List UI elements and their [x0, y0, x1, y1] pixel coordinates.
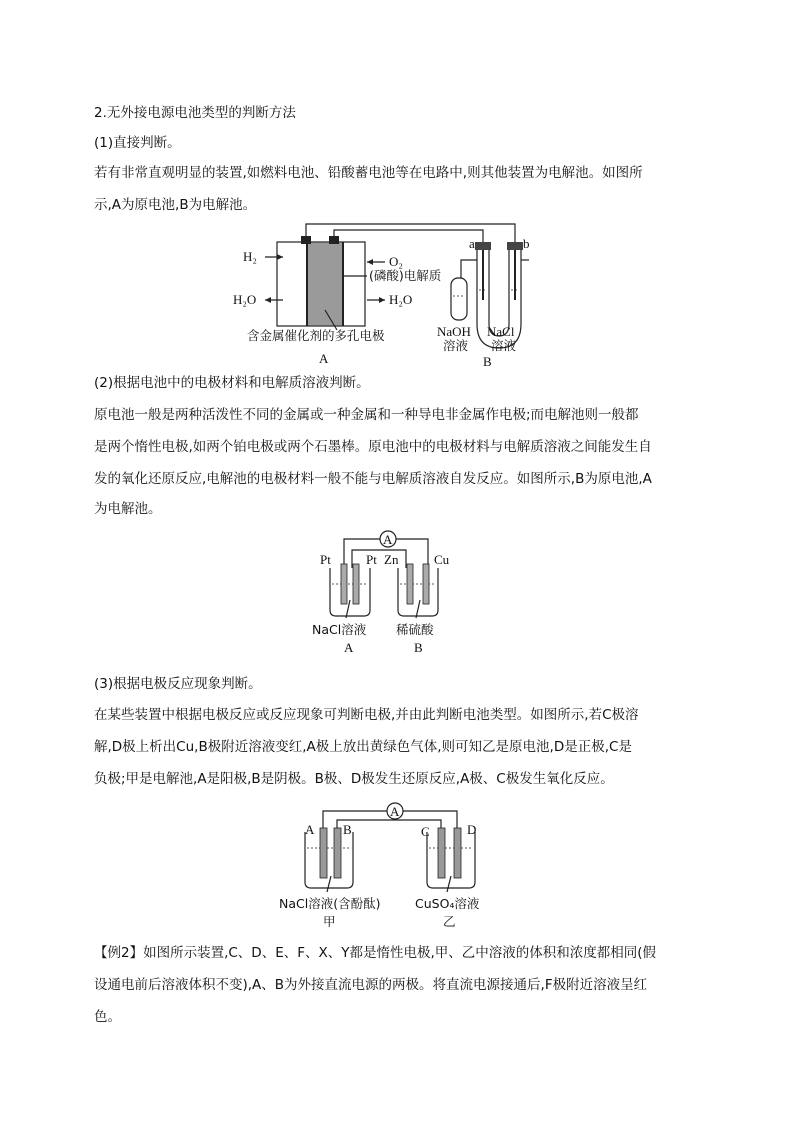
electrolyte-block [307, 242, 343, 326]
electrolyte-label: (磷酸)电解质 [369, 268, 442, 283]
part3-heading: (3)根据电极反应现象判断。 [94, 676, 262, 692]
electrode-B-label: B [343, 822, 352, 837]
zn-label: Zn [384, 552, 399, 567]
part3-text-line: 在某些装置中根据电极反应或反应现象可判断电极,并由此判断电池类型。如图所示,若C极溶 [94, 707, 639, 723]
electrode-label: 含金属催化剂的多孔电极 [247, 328, 385, 343]
h2-label: H₂ [243, 249, 257, 264]
terminal-right [329, 236, 339, 244]
example-text-line: 【例2】如图所示装置,C、D、E、F、X、Y都是惰性电极,甲、乙中溶液的体积和浓度都相同(假 [94, 945, 657, 961]
beaker-jia [305, 832, 353, 888]
electrode-D [454, 828, 461, 878]
electrode-A-label: A [305, 822, 315, 837]
part1-heading: (1)直接判断。 [94, 135, 181, 151]
ammeter-label: A [390, 804, 400, 819]
part2-text-line: 原电池一般是两种活泼性不同的金属或一种金属和一种导电非金属作电极;而电解池则一般都 [94, 407, 639, 423]
part1-text-line: 示,A为原电池,B为电解池。 [94, 197, 257, 213]
label-a: a [469, 236, 475, 251]
electrode-pt2 [353, 564, 359, 604]
naoh-test-tube [451, 278, 467, 320]
pt1-label: Pt [320, 552, 331, 567]
nacl-solution-label: NaCl溶液 [312, 622, 367, 637]
beaker-a [330, 568, 370, 616]
o2-label: O₂ [389, 254, 403, 269]
part2-text-line: 发的氧化还原反应,电解池的电极材料一般不能与电解质溶液自发反应。如图所示,B为原电池,A [94, 471, 652, 487]
ammeter-label: A [383, 532, 393, 547]
yi-name: 乙 [443, 914, 456, 929]
cu-label: Cu [434, 552, 450, 567]
fig1-label-B: B [483, 354, 492, 369]
h2o-left-label: H₂O [233, 292, 257, 307]
wire-inner [334, 230, 483, 242]
fig2-label-B: B [414, 640, 423, 655]
electrode-cu [423, 564, 429, 604]
part3-text-line: 负极;甲是电解池,A是阳极,B是阴极。B极、D极发生还原反应,A极、C极发生氧化反应。 [94, 771, 614, 787]
example-text-line: 设通电前后溶液体积不变),A、B为外接直流电源的两极。将直流电源接通后,F极附近溶液呈红 [94, 977, 648, 993]
part2-heading: (2)根据电池中的电极材料和电解质溶液判断。 [94, 375, 370, 391]
electrode-C-label: C [421, 824, 430, 839]
pt-zn-cu-figure [308, 528, 468, 663]
naoh-label: NaOH [437, 324, 471, 339]
fuel-cell-electrolysis-figure [225, 220, 545, 370]
nacl-solution-label: 溶液 [491, 338, 517, 353]
electrode-D-label: D [467, 822, 477, 837]
h2o-right-label: H₂O [389, 292, 413, 307]
electrode-pt1 [341, 564, 347, 604]
part1-text-line: 若有非常直观明显的装置,如燃料电池、铅酸蓄电池等在电路中,则其他装置为电解池。如图所 [94, 165, 643, 181]
electrode-B [334, 828, 341, 878]
part2-text-line: 是两个惰性电极,如两个铂电极或两个石墨棒。原电池中的电极材料与电解质溶液之间能发生自 [94, 439, 652, 455]
beaker-yi [427, 832, 475, 888]
part3-text-line: 解,D极上析出Cu,B极附近溶液变红,A极上放出黄绿色气体,则可知乙是原电池,D是正极,C是 [94, 739, 632, 755]
naoh-solution-label: 溶液 [443, 338, 469, 353]
yi-solution-label: CuSO₄溶液 [415, 896, 480, 911]
electrode-zn [407, 564, 413, 604]
example-text-line: 色。 [94, 1009, 121, 1025]
jia-name: 甲 [323, 914, 336, 929]
label-b: b [523, 236, 530, 251]
acid-label: 稀硫酸 [396, 622, 434, 637]
fig1-label-A: A [319, 351, 329, 366]
nacl-label: NaCl [487, 324, 515, 339]
jia-yi-figure [275, 800, 505, 940]
pt2-label: Pt [366, 552, 377, 567]
electrode-C [438, 828, 445, 878]
part2-text-line: 为电解池。 [94, 501, 162, 517]
section-title: 2.无外接电源电池类型的判断方法 [94, 105, 296, 121]
electrode-A [320, 828, 327, 878]
terminal-left [301, 236, 311, 244]
fig2-label-A: A [344, 640, 354, 655]
jia-solution-label: NaCl溶液(含酚酞) [279, 896, 381, 911]
